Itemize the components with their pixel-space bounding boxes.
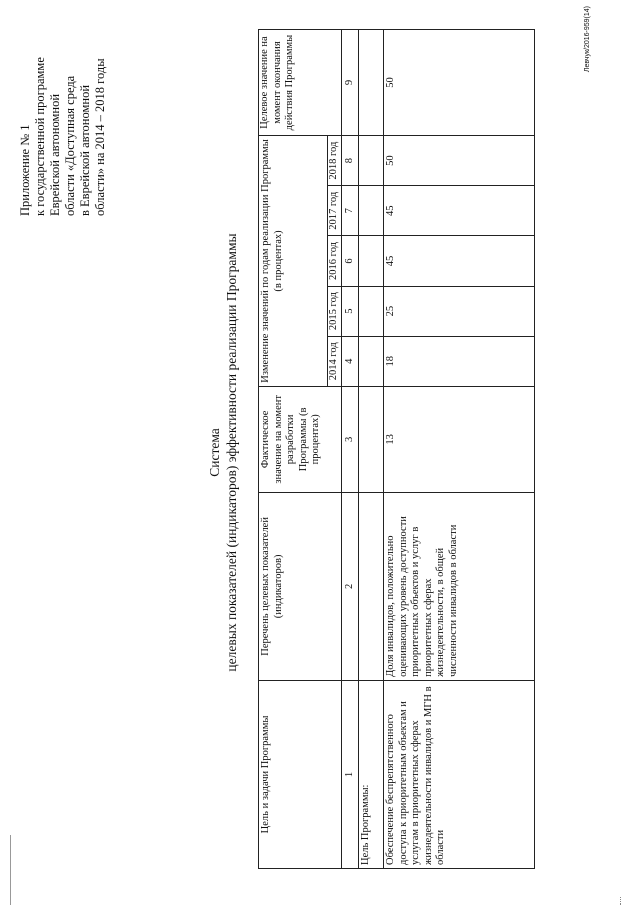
margin-rule xyxy=(10,835,11,905)
indicator-cell: Доля инвалидов, положительно оценивающих уровень доступности приоритетных объектов и услуг в приоритетных сферах жизнедеятельности, в общей численности инвалидов в области xyxy=(384,492,535,680)
header-year: 2016 год xyxy=(328,236,342,286)
document-title xyxy=(206,0,240,905)
appendix-line: области «Доступная среда xyxy=(63,75,77,216)
header-actual: Фактическое значение на момент разработки Программы (в процентах) xyxy=(259,386,342,492)
header-indicators: Перечень целевых показателей (индикаторов) xyxy=(259,492,342,680)
header-goal: Цель и задачи Программы xyxy=(259,680,342,868)
header-row xyxy=(259,30,328,869)
header-year: 2014 год xyxy=(328,336,342,386)
header-target: Целевое значение на момент окончания действия Программы xyxy=(259,30,342,136)
header-year: 2017 год xyxy=(328,186,342,236)
margin-dots xyxy=(620,897,622,905)
target-value: 50 xyxy=(384,30,535,136)
column-number: 9 xyxy=(341,30,359,136)
indicators-table xyxy=(258,29,535,869)
appendix-line: Еврейской автономной xyxy=(48,93,62,216)
column-number: 7 xyxy=(341,186,359,236)
goal-section-row xyxy=(359,30,384,869)
appendix-line: к государственной программе xyxy=(33,57,47,216)
value-2016: 45 xyxy=(384,236,535,286)
goal-cell: Обеспечение беспрепятственного доступа к приоритетным объектам и услугам в приоритетных сферах жизнедеятельности инвалидов и МГН в области xyxy=(384,680,535,868)
column-number: 4 xyxy=(341,336,359,386)
header-change: Изменение значений по годам реализации Программы (в процентах) xyxy=(259,136,328,387)
appendix-line: области» на 2014 – 2018 годы xyxy=(93,58,107,216)
column-numbers-row xyxy=(341,30,359,869)
value-2018: 50 xyxy=(384,136,535,186)
appendix-note xyxy=(18,26,108,216)
value-2017: 45 xyxy=(384,186,535,236)
column-number: 1 xyxy=(341,680,359,868)
document-code: Левчук/2016-959(14) xyxy=(584,6,591,73)
goal-section-label: Цель Программы: xyxy=(359,680,384,868)
header-year: 2018 год xyxy=(328,136,342,186)
appendix-line: в Еврейской автономной xyxy=(78,84,92,216)
table-row xyxy=(384,30,535,869)
title-line-1: Система xyxy=(207,428,222,477)
column-number: 3 xyxy=(341,386,359,492)
appendix-line: Приложение № 1 xyxy=(18,124,32,216)
actual-value: 13 xyxy=(384,386,535,492)
column-number: 2 xyxy=(341,492,359,680)
title-line-2: целевых показателей (индикаторов) эффективности реализации Программы xyxy=(224,233,239,672)
column-number: 6 xyxy=(341,236,359,286)
column-number: 8 xyxy=(341,136,359,186)
value-2015: 25 xyxy=(384,286,535,336)
header-year: 2015 год xyxy=(328,286,342,336)
column-number: 5 xyxy=(341,286,359,336)
value-2014: 18 xyxy=(384,336,535,386)
